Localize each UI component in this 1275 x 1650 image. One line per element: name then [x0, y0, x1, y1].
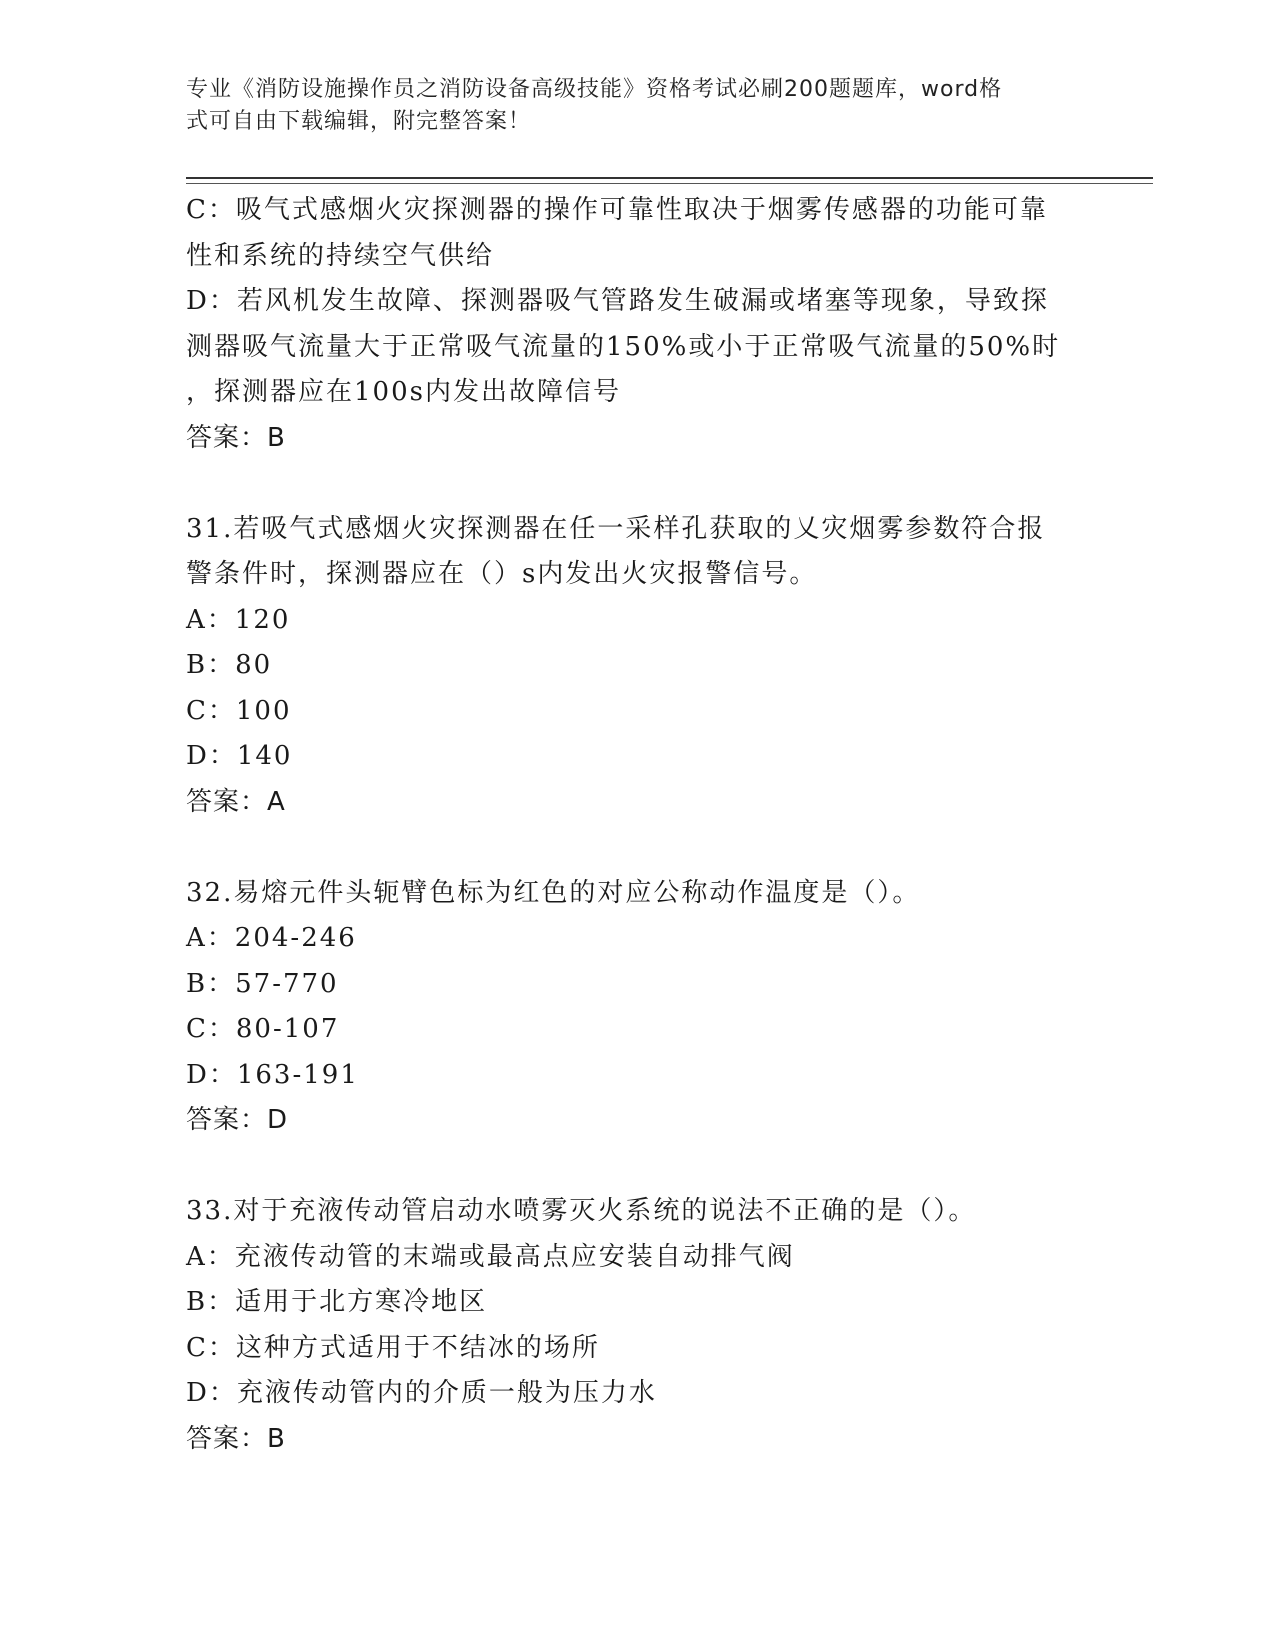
- question-33-answer: 答案：B: [186, 1423, 286, 1454]
- question-33-stem: 33.对于充液传动管启动水喷雾灭火系统的说法不正确的是（）。: [186, 1196, 977, 1226]
- question-31-option-a: A：120: [186, 604, 291, 635]
- question-33-block: [186, 1189, 1086, 1462]
- question-31-stem-line-2: 警条件时，探测器应在（）s内发出火灾报警信号。: [186, 559, 818, 589]
- question-32-option-a: A：204-246: [186, 923, 357, 953]
- option-d-line-2: 测器吸气流量大于正常吸气流量的150%或小于正常吸气流量的50%时: [186, 331, 1061, 362]
- question-33-option-b: B：适用于北方寒冷地区: [186, 1287, 488, 1317]
- spacer: [186, 1144, 1086, 1190]
- question-33-option-c: C：这种方式适用于不结冰的场所: [186, 1332, 600, 1363]
- option-c-line-2: 性和系统的持续空气供给: [186, 240, 495, 271]
- header-rule-thin: [186, 183, 1153, 184]
- question-32-answer: 答案：D: [186, 1105, 289, 1135]
- spacer: [186, 825, 1086, 871]
- question-32-option-c: C：80-107: [186, 1014, 340, 1044]
- question-31-option-d: D：140: [186, 741, 293, 771]
- question-31-stem-line-1: 31.若吸气式感烟火灾探测器在任一采样孔获取的乂灾烟雾参数符合报: [186, 513, 1046, 544]
- spacer: [186, 461, 1086, 507]
- option-d-line-3: ，探测器应在100s内发出故障信号: [186, 377, 621, 407]
- answer-line: 答案：B: [186, 422, 286, 453]
- previous-question-block: [186, 188, 1086, 461]
- question-32-option-b: B：57-770: [186, 968, 339, 999]
- question-32-block: [186, 871, 1086, 1144]
- option-d-line-1: D：若风机发生故障、探测器吸气管路发生破漏或堵塞等现象，导致探: [186, 286, 1049, 316]
- question-31-option-b: B：80: [186, 650, 273, 680]
- header-line-1: 专业《消防设施操作员之消防设备高级技能》资格考试必刷200题题库，word格: [186, 77, 1003, 102]
- option-c-line-1: C：吸气式感烟火灾探测器的操作可靠性取决于烟雾传感器的功能可靠: [186, 195, 1048, 225]
- question-content: [186, 188, 1086, 1462]
- header-rule-thick: [186, 177, 1153, 179]
- question-33-option-d: D：充液传动管内的介质一般为压力水: [186, 1378, 657, 1408]
- page-header: [186, 74, 1086, 138]
- question-33-option-a: A：充液传动管的末端或最高点应安装自动排气阀: [186, 1241, 795, 1272]
- question-32-stem: 32.易熔元件头轭臂色标为红色的对应公称动作温度是（）。: [186, 877, 921, 908]
- question-32-option-d: D：163-191: [186, 1059, 359, 1090]
- question-31-option-c: C：100: [186, 695, 292, 726]
- question-31-answer: 答案：A: [186, 786, 286, 817]
- question-31-block: [186, 507, 1086, 826]
- header-line-2: 式可自由下载编辑，附完整答案！: [186, 109, 532, 134]
